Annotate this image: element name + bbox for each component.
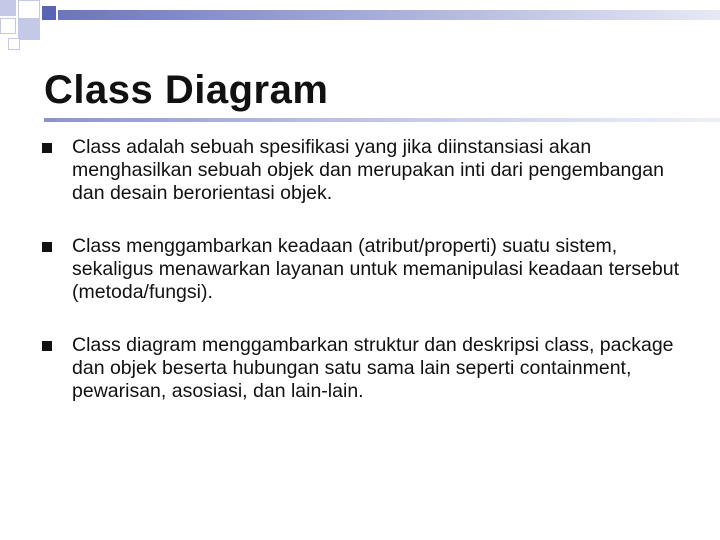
decorative-square (0, 18, 16, 34)
slide-title: Class Diagram (44, 68, 329, 112)
decorative-square (8, 38, 20, 50)
square-bullet-icon (42, 341, 52, 351)
square-bullet-icon (42, 143, 52, 153)
decorative-square (18, 18, 40, 40)
top-gradient-bar (58, 10, 720, 20)
bullet-item (40, 136, 680, 205)
decorative-square (42, 6, 56, 20)
bullet-list (40, 136, 680, 433)
bullet-text: Class diagram menggambarkan struktur dan deskripsi class, package dan objek beserta hubungan satu sama lain seperti containment, pewarisan, asosiasi, dan lain-lain. (72, 334, 674, 402)
title-underline (44, 118, 720, 122)
bullet-text: Class adalah sebuah spesifikasi yang jika diinstansiasi akan menghasilkan sebuah objek dan merupakan inti dari pengembangan dan desain berorientasi objek. (72, 136, 664, 204)
bullet-item (40, 235, 680, 304)
bullet-item (40, 334, 680, 403)
square-bullet-icon (42, 242, 52, 252)
decorative-square (0, 0, 16, 16)
bullet-text: Class menggambarkan keadaan (atribut/properti) suatu sistem, sekaligus menawarkan layanan untuk memanipulasi keadaan tersebut (metoda/fungsi). (72, 235, 680, 303)
